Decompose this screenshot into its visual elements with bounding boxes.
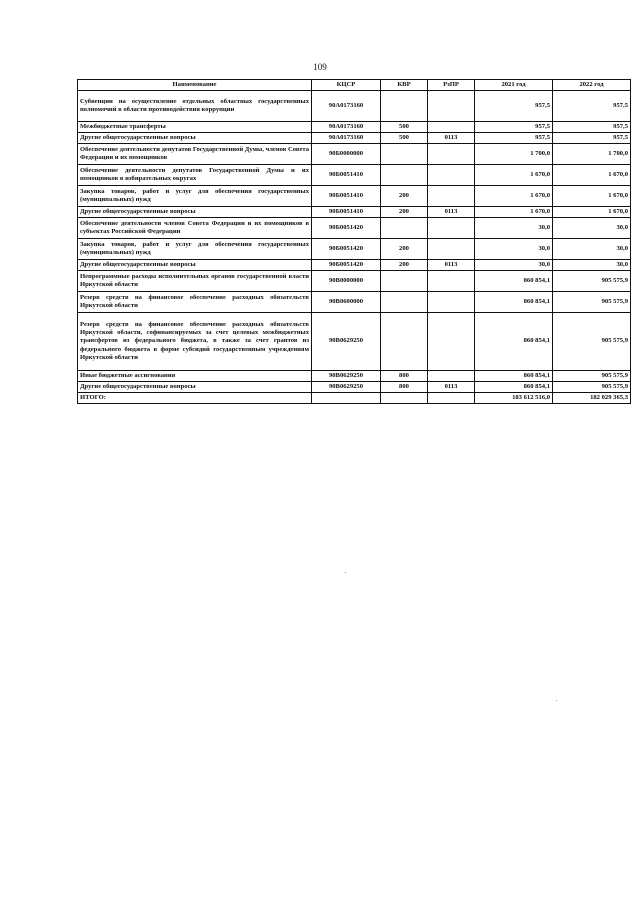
cell-2022: 957,5 [553,122,631,133]
table-row [78,371,631,382]
cell-2021: 957,5 [475,122,553,133]
cell-kcsr: 90В0629250 [312,313,381,371]
cell-name: Обеспечение деятельности членов Совета Федерации и их помощников в субъектах Российской Федерации [78,218,312,239]
cell-rspr [428,239,475,260]
table-row [78,207,631,218]
cell-name: Другие общегосударственные вопросы [78,207,312,218]
table-row [78,239,631,260]
header-kcsr: КЦСР [312,80,381,91]
cell-name: Обеспечение деятельности депутатов Государственной Думы и их помощников в избирательных округах [78,165,312,186]
cell-name: Другие общегосударственные вопросы [78,260,312,271]
cell-2021: 860 854,1 [475,313,553,371]
cell-name: Резерв средств на финансовое обеспечение расходных обязательств Иркутской области [78,292,312,313]
cell-2022: 957,5 [553,91,631,122]
cell-kvr [381,91,428,122]
cell-name: Иные бюджетные ассигнования [78,371,312,382]
cell-kvr [381,292,428,313]
cell-kcsr: 90Б0051420 [312,239,381,260]
cell-kvr [381,313,428,371]
cell-2021: 1 700,0 [475,144,553,165]
cell-2022: 905 575,9 [553,313,631,371]
cell-kvr [381,165,428,186]
cell-kcsr: 90В0629250 [312,371,381,382]
cell-rspr [428,165,475,186]
cell-2022: 1 700,0 [553,144,631,165]
cell-2021: 957,5 [475,133,553,144]
cell-rspr [428,271,475,292]
scan-speck [345,572,346,573]
cell-kcsr: 90А0173160 [312,133,381,144]
cell-name: Другие общегосударственные вопросы [78,382,312,393]
cell-rspr [428,144,475,165]
cell-2021: 30,0 [475,218,553,239]
cell-2022: 905 575,9 [553,292,631,313]
cell-2021: 1 670,0 [475,207,553,218]
cell-name: Обеспечение деятельности депутатов Государственной Думы, членов Совета Федерации и их помощников [78,144,312,165]
cell-kcsr: 90Б0051410 [312,207,381,218]
table-row [78,133,631,144]
table-row [78,218,631,239]
cell-rspr: 0113 [428,260,475,271]
cell-name: Другие общегосударственные вопросы [78,133,312,144]
cell-kvr: 800 [381,371,428,382]
cell-kvr: 200 [381,239,428,260]
cell-kcsr: 90Б0051410 [312,165,381,186]
cell-kvr: 800 [381,382,428,393]
cell-2022: 905 575,9 [553,382,631,393]
cell-kcsr: 90Б0000000 [312,144,381,165]
cell-kcsr: 90А0173160 [312,91,381,122]
cell-2022: 905 575,9 [553,271,631,292]
budget-table [77,79,631,404]
cell-kvr: 200 [381,186,428,207]
cell-2021: 860 854,1 [475,382,553,393]
cell-2021: 860 854,1 [475,371,553,382]
cell-kvr: 500 [381,122,428,133]
cell-name: Закупка товаров, работ и услуг для обеспечения государственных (муниципальных) нужд [78,186,312,207]
cell-kcsr: 90В0600000 [312,292,381,313]
cell-2022: 1 670,0 [553,186,631,207]
cell-2021: 1 670,0 [475,186,553,207]
cell-kcsr [312,393,381,404]
cell-rspr [428,371,475,382]
cell-rspr [428,218,475,239]
cell-2021: 30,0 [475,239,553,260]
header-kvr: КВР [381,80,428,91]
cell-rspr [428,292,475,313]
cell-name: Межбюджетные трансферты [78,122,312,133]
cell-kcsr: 90Б0051410 [312,186,381,207]
cell-rspr: 0113 [428,207,475,218]
cell-kcsr: 90В0000000 [312,271,381,292]
cell-kvr [381,393,428,404]
table-row [78,144,631,165]
table-row [78,292,631,313]
cell-2022: 30,0 [553,239,631,260]
header-name: Наименование [78,80,312,91]
cell-kvr: 200 [381,207,428,218]
cell-2022: 30,0 [553,218,631,239]
cell-rspr: 0113 [428,133,475,144]
table-row [78,313,631,371]
table-header-row [78,80,631,91]
table-row [78,382,631,393]
cell-rspr: 0113 [428,382,475,393]
cell-kcsr: 90В0629250 [312,382,381,393]
cell-2021: 860 854,1 [475,271,553,292]
scan-speck [556,700,557,701]
cell-2022: 30,0 [553,260,631,271]
cell-rspr [428,186,475,207]
header-rspr: РзПР [428,80,475,91]
cell-kcsr: 90Б0051420 [312,218,381,239]
cell-2021: 183 612 516,0 [475,393,553,404]
table-row [78,91,631,122]
cell-2021: 957,5 [475,91,553,122]
cell-rspr [428,393,475,404]
cell-name: Резерв средств на финансовое обеспечение расходных обязательств Иркутской области, софинансируемых за счет целевых межбюджетных трансфертов из федерального бюджета, в также за счет грантов из федерального бюджета в форме субсидий государственным учреждениям Иркутской области [78,313,312,371]
cell-2021: 860 854,1 [475,292,553,313]
cell-name: ИТОГО: [78,393,312,404]
cell-2022: 1 670,0 [553,165,631,186]
cell-kcsr: 90Б0051420 [312,260,381,271]
cell-kvr: 200 [381,260,428,271]
cell-kvr [381,218,428,239]
header-2021: 2021 год [475,80,553,91]
cell-rspr [428,91,475,122]
table-row [78,122,631,133]
page-number: 109 [313,62,327,72]
cell-2022: 905 575,9 [553,371,631,382]
cell-name: Непрограммные расходы исполнительных органов государственной власти Иркутской области [78,271,312,292]
cell-name: Субвенции на осуществление отдельных областных государственных полномочий в области противодействия коррупции [78,91,312,122]
cell-2021: 30,0 [475,260,553,271]
table-row [78,271,631,292]
cell-2022: 1 670,0 [553,207,631,218]
table-row [78,260,631,271]
table-row [78,186,631,207]
cell-rspr [428,122,475,133]
cell-2022: 957,5 [553,133,631,144]
table-row [78,165,631,186]
cell-name: Закупка товаров, работ и услуг для обеспечения государственных (муниципальных) нужд [78,239,312,260]
cell-rspr [428,313,475,371]
cell-kvr: 500 [381,133,428,144]
table-total-row [78,393,631,404]
header-2022: 2022 год [553,80,631,91]
cell-kvr [381,144,428,165]
cell-kvr [381,271,428,292]
cell-2022: 182 029 365,3 [553,393,631,404]
cell-kcsr: 90А0173160 [312,122,381,133]
cell-2021: 1 670,0 [475,165,553,186]
